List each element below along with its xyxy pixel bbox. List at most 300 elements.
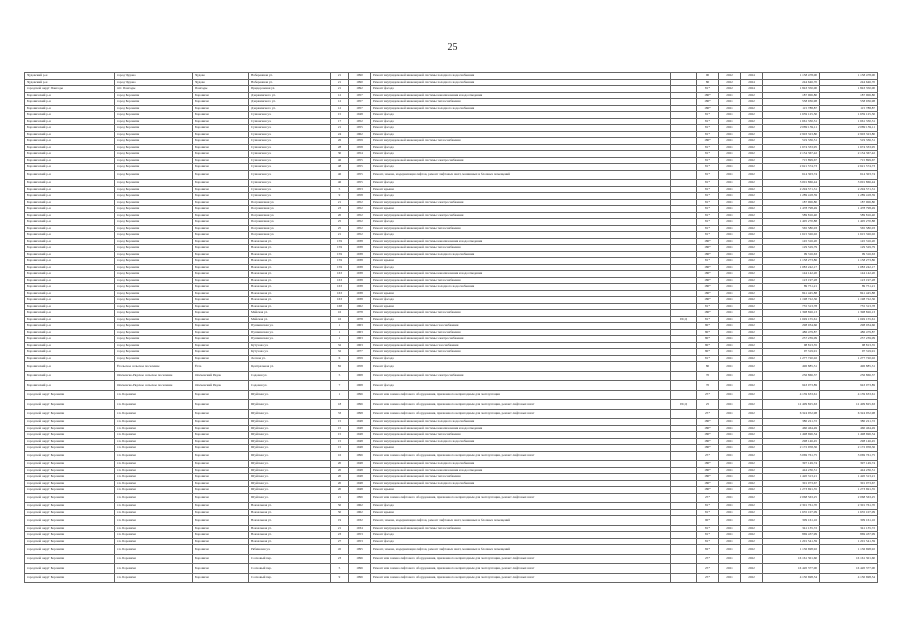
house-number-cell: 23 [331,532,349,539]
cost-cell: 565 580,03 [763,225,820,232]
work-type-cell: Ремонт внутридомовой инженерной системы электроснабжения [371,199,671,206]
cost-cell: 1 398 826,13 [763,310,820,317]
cost-cell: 1 635 107,09 [763,509,820,516]
work-type-cell: Ремонт фасада [371,125,671,132]
end-year-cell: 2022 [741,390,763,400]
end-year-cell: 2022 [741,131,763,138]
end-year-cell: 2022 [741,164,763,171]
end-year-cell: 2022 [741,329,763,336]
end-year-cell: 2022 [741,371,763,381]
total-cost-cell: 519 336,51 [820,138,878,145]
municipality-cell: город Боровичи [115,290,193,297]
municipality-cell: город Боровичи [115,138,193,145]
house-number-cell: 21 [331,199,349,206]
cost-cell: 16 161 301,60 [763,554,820,564]
settlement-cell: Боровичи [193,170,249,180]
cost-cell: 841 445,88 [763,290,820,297]
work-type-cell: Ремонт фасада [371,219,671,226]
settlement-cell: Боровичи [193,157,249,164]
municipality-cell: г.п. Боровичи [115,573,193,583]
total-cost-cell: 841 445,88 [820,290,878,297]
district-cell: Чудовский р-н [25,79,115,86]
house-number-cell: 20 [331,487,349,494]
street-cell: Дзержинского ул. [249,99,331,106]
settlement-cell: Боровичи [193,316,249,323]
total-cost-cell: 1 498 696,54 [820,432,878,439]
end-year-cell: 2022 [741,151,763,158]
house-number-cell: 30 [331,151,349,158]
table-row [25,362,878,372]
district-cell: Боровичский р-н [25,277,115,284]
year-built-cell: 1938 [349,264,371,271]
municipality-cell: г.п. Боровичи [115,532,193,539]
work-type-cell: Ремонт внутридомовой инженерной системы холодного водоснабжения [371,251,671,258]
house-number-cell: 23 [331,206,349,213]
settlement-cell: Боровичи [193,125,249,132]
total-cost-cell: 2 294 571,31 [820,186,878,193]
wear-cell: 70 [697,381,719,391]
house-number-cell: 1 [331,323,349,330]
municipality-cell: город Боровичи [115,212,193,219]
house-number-cell: 28 [331,144,349,151]
settlement-cell: Боровичи [193,503,249,510]
psd-cell [671,381,697,391]
settlement-cell: Боровичи [193,425,249,432]
start-year-cell: 2021 [719,284,741,291]
end-year-cell: 2022 [741,206,763,213]
wear-cell: 81* [697,164,719,171]
year-built-cell: 1948 [349,432,371,439]
psd-cell [671,451,697,461]
house-number-cell: 33 [331,409,349,419]
cost-cell: 115 788,87 [763,105,820,112]
district-cell: Боровичский р-н [25,297,115,304]
settlement-cell: Боровичи [193,164,249,171]
year-built-cell: 1952 [349,232,371,239]
house-number-cell: 12 [331,105,349,112]
municipality-cell: город Боровичи [115,170,193,180]
total-cost-cell: 298 146,45 [820,438,878,445]
wear-cell: 81* [697,86,719,93]
end-year-cell: 2022 [741,186,763,193]
street-cell: Шуйская ул. [249,432,331,439]
start-year-cell: 2021 [719,516,741,526]
psd-cell [671,493,697,503]
start-year-cell: 2021 [719,251,741,258]
total-cost-cell: 2 154 367,42 [820,151,878,158]
wear-cell: 180* [697,271,719,278]
wear-cell: 81* [697,186,719,193]
end-year-cell: 2022 [741,138,763,145]
total-cost-cell: 444 236,51 [820,467,878,474]
total-cost-cell: 1 083 242,17 [820,264,878,271]
district-cell: Боровичский р-н [25,131,115,138]
total-cost-cell: 115 788,87 [820,105,878,112]
district-cell: Боровичский р-н [25,151,115,158]
end-year-cell: 2022 [741,193,763,200]
start-year-cell: 2021 [719,438,741,445]
start-year-cell: 2021 [719,138,741,145]
year-built-cell: 1948 [349,425,371,432]
year-built-cell: 1995 [349,545,371,555]
settlement-cell: Боровичи [193,303,249,310]
street-cell: Сосновый пер. [249,573,331,583]
district-cell: Боровичский р-н [25,164,115,171]
house-number-cell: 46 [331,170,349,180]
work-type-cell: Ремонт внутридомовой инженерной системы теплоснабжения [371,432,671,439]
street-cell: Пограничная ул. [249,232,331,239]
street-cell: Шуйская ул. [249,480,331,487]
wear-cell: 81* [697,219,719,226]
district-cell: Боровичский р-н [25,212,115,219]
house-number-cell: 50 [331,509,349,516]
end-year-cell: 2022 [741,493,763,503]
street-cell: Сушанская ул. [249,157,331,164]
year-built-cell: 1978 [349,310,371,317]
start-year-cell: 2021 [719,323,741,330]
start-year-cell: 2021 [719,349,741,356]
district-cell: городской округ Боровичи [25,419,115,426]
street-cell: Пушкинская ул. [249,323,331,330]
cost-cell: 1 674 333,95 [763,144,820,151]
district-cell: Боровичский р-н [25,271,115,278]
cost-cell: 1 049 155,61 [763,316,820,323]
end-year-cell: 2022 [741,409,763,419]
work-type-cell: Ремонт, замена, модернизация лифтов, ремонт лифтовых шахт, машинных и блочных помещений [371,545,671,555]
start-year-cell: 2021 [719,467,741,474]
street-cell: Дзержинского ул. [249,105,331,112]
settlement-cell: Боровичи [193,538,249,545]
street-cell: Пограничная ул. [249,206,331,213]
municipality-cell: г.п. Боровичи [115,493,193,503]
end-year-cell: 2022 [741,525,763,532]
cost-cell: 1 083 242,17 [763,264,820,271]
street-cell: Лесная ул. [249,355,331,362]
wear-cell: 180* [697,310,719,317]
work-type-cell: Ремонт внутридомовой инженерной системы теплоснабжения [371,277,671,284]
house-number-cell: 15 [331,112,349,119]
settlement-cell: Боровичи [193,131,249,138]
cost-cell: 2 621 574,73 [763,164,820,171]
year-built-cell: 1938 [349,258,371,265]
wear-cell: 25* [697,564,719,574]
year-built-cell: 1948 [349,487,371,494]
total-cost-cell: 256 866,37 [820,371,878,381]
year-built-cell: 1953 [349,532,371,539]
work-type-cell: Ремонт крыши [371,258,671,265]
cost-cell: 2 068 563,25 [763,493,820,503]
work-type-cell: Ремонт крыши [371,445,671,452]
municipality-cell: город Боровичи [115,355,193,362]
municipality-cell: город Боровичи [115,105,193,112]
settlement-cell: Боровичи [193,400,249,410]
street-cell: Вокзальная ул. [249,277,331,284]
work-type-cell: Ремонт внутридомовой инженерной системы теплоснабжения [371,99,671,106]
end-year-cell: 2022 [741,400,763,410]
cost-cell: 1 289 418,59 [763,193,820,200]
cost-cell: 309 161,16 [763,516,820,526]
start-year-cell: 2022 [719,86,741,93]
start-year-cell: 2021 [719,409,741,419]
work-type-cell: Ремонт фасада [371,118,671,125]
district-cell: Боровичский р-н [25,336,115,343]
end-year-cell: 2022 [741,461,763,468]
cost-cell: 2 294 571,31 [763,186,820,193]
wear-cell: 180* [697,92,719,99]
end-year-cell: 2022 [741,487,763,494]
start-year-cell: 2021 [719,151,741,158]
settlement-cell: Боровичи [193,193,249,200]
district-cell: Боровичский р-н [25,180,115,187]
cost-cell: 519 336,51 [763,138,820,145]
total-cost-cell: 97 319,91 [820,349,878,356]
total-cost-cell: 869 437,99 [820,532,878,539]
year-built-cell: 1962 [349,503,371,510]
settlement-cell: Боровичи [193,564,249,574]
settlement-cell: Боровичи [193,310,249,317]
district-cell: городской округ Боровичи [25,564,115,574]
street-cell: Вокзальная ул. [249,532,331,539]
street-cell: Вокзальная ул. [249,290,331,297]
total-cost-cell: 4 150 698,54 [820,573,878,583]
house-number-cell: 168 [331,303,349,310]
year-built-cell: 1968 [349,371,371,381]
wear-cell: 180* [697,480,719,487]
district-cell: городской округ Боровичи [25,390,115,400]
work-type-cell: Ремонт фасада [371,180,671,187]
end-year-cell: 2022 [741,232,763,239]
cost-cell: 4 139 633,61 [763,390,820,400]
street-cell: Шуйская ул. [249,419,331,426]
year-built-cell: 1977 [349,349,371,356]
end-year-cell: 2022 [741,225,763,232]
street-cell: Вокзальная ул. [249,538,331,545]
house-number-cell: 19 [331,516,349,526]
district-cell: Боровичский р-н [25,118,115,125]
work-type-cell: Ремонт фасада [371,316,671,323]
work-type-cell: Ремонт внутридомовой инженерной системы газоснабжения [371,323,671,330]
district-cell: городской округ Боровичи [25,438,115,445]
wear-cell: 25* [697,493,719,503]
wear-cell: 81* [697,180,719,187]
cost-cell: 715 899,67 [763,157,820,164]
municipality-cell: город Боровичи [115,164,193,171]
start-year-cell: 2021 [719,461,741,468]
work-type-cell: Ремонт внутридомовой инженерной системы электроснабжения [371,212,671,219]
year-built-cell: 1959 [349,138,371,145]
district-cell: городской округ Боровичи [25,532,115,539]
year-built-cell: 1954 [349,151,371,158]
district-cell: Боровичский р-н [25,219,115,226]
wear-cell: 180* [697,138,719,145]
house-number-cell: 1 [331,390,349,400]
end-year-cell: 2022 [741,212,763,219]
settlement-cell: Боровичи [193,112,249,119]
end-year-cell: 2022 [741,258,763,265]
start-year-cell: 2021 [719,225,741,232]
district-cell: городской округ Пангоды [25,86,115,93]
start-year-cell: 2021 [719,199,741,206]
settlement-cell: Боровичи [193,329,249,336]
cost-cell: 1 843 350,00 [763,86,820,93]
year-built-cell: 1948 [349,445,371,452]
house-number-cell: 15 [331,438,349,445]
total-cost-cell: 1 478 798,49 [820,206,878,213]
street-cell: Рябиновая ул. [249,545,331,555]
wear-cell: 80* [697,329,719,336]
start-year-cell: 2021 [719,99,741,106]
house-number-cell: 20 [331,474,349,481]
settlement-cell: Ёгла [193,362,249,372]
total-cost-cell: 129 529,79 [820,245,878,252]
year-built-cell: 1998 [349,409,371,419]
district-cell: Боровичский р-н [25,238,115,245]
street-cell: Садовая ул. [249,381,331,391]
year-built-cell: 1962 [349,509,371,516]
total-cost-cell: 99 316,63 [820,251,878,258]
cost-cell: 1 661 330,31 [763,118,820,125]
end-year-cell: 2022 [741,284,763,291]
street-cell: Сушанская ул. [249,164,331,171]
cost-cell: 397 149,74 [763,461,820,468]
wear-cell: 25* [697,554,719,564]
year-built-cell: 1952 [349,225,371,232]
wear-cell: 25* [697,573,719,583]
end-year-cell: 2022 [741,545,763,555]
wear-cell: 25* [697,409,719,419]
house-number-cell: 25 [331,219,349,226]
street-cell: Сушанская ул. [249,125,331,132]
work-type-cell: Ремонт внутридомовой инженерной системы канализования и водоотведения [371,238,671,245]
work-type-cell: Ремонт внутридомовой инженерной системы теплоснабжения [371,225,671,232]
cost-cell: 6 324 952,98 [763,409,820,419]
cost-cell: 298 034,66 [763,323,820,330]
total-cost-cell: 589 816,40 [820,212,878,219]
year-built-cell: 1968 [349,381,371,391]
psd-cell [671,390,697,400]
wear-cell: 81* [697,144,719,151]
house-number-cell: 159 [331,238,349,245]
cost-cell: 589 816,40 [763,212,820,219]
house-number-cell: 163 [331,271,349,278]
start-year-cell: 2021 [719,125,741,132]
municipality-cell: город Чудово [115,73,193,80]
table-row [25,371,878,381]
end-year-cell: 2022 [741,105,763,112]
start-year-cell: 2021 [719,232,741,239]
street-cell: Пограничная ул. [249,212,331,219]
street-cell: Пушкинская ул. [249,336,331,343]
wear-cell: 180* [697,284,719,291]
municipality-cell: г.п. Боровичи [115,525,193,532]
work-type-cell: Ремонт внутридомовой инженерной системы холодного водоснабжения [371,105,671,112]
municipality-cell: город Боровичи [115,118,193,125]
municipality-cell: г.п. Боровичи [115,538,193,545]
house-number-cell: 48 [331,164,349,171]
total-cost-cell: 1 277 720,02 [820,355,878,362]
end-year-cell: 2022 [741,180,763,187]
wear-cell: 25* [697,390,719,400]
wear-cell: 81* [697,232,719,239]
start-year-cell: 2021 [719,258,741,265]
municipality-cell: город Боровичи [115,323,193,330]
start-year-cell: 2021 [719,310,741,317]
wear-cell: 81* [697,532,719,539]
settlement-cell: Боровичи [193,138,249,145]
table-row [25,554,878,564]
settlement-cell: Боровичи [193,509,249,516]
year-built-cell: 1938 [349,290,371,297]
end-year-cell: 2022 [741,290,763,297]
work-type-cell: Ремонт фасада [371,164,671,171]
table-body [25,73,878,583]
cost-cell: 755 313,78 [763,303,820,310]
municipality-cell: г.п. Боровичи [115,503,193,510]
work-type-cell: Ремонт или замена лифтового оборудования, признанного непригодным для эксплуатации [371,390,671,400]
table-row [25,381,878,391]
start-year-cell: 2021 [719,180,741,187]
start-year-cell: 2021 [719,271,741,278]
start-year-cell: 2021 [719,355,741,362]
street-cell: Сушанская ул. [249,193,331,200]
work-type-cell: Ремонт внутридомовой инженерной системы канализования и водоотведения [371,92,671,99]
wear-cell: 81* [697,316,719,323]
settlement-cell: Чудово [193,79,249,86]
street-cell: Сушанская ул. [249,180,331,187]
municipality-cell: г.п. Боровичи [115,400,193,410]
cost-cell: 341 135,72 [763,525,820,532]
house-number-cell: 25 [331,225,349,232]
psd-cell [671,573,697,583]
cost-cell: 1 615 326,02 [763,232,820,239]
year-built-cell: 1938 [349,277,371,284]
settlement-cell: Боровичи [193,516,249,526]
work-type-cell: Ремонт внутридомовой инженерной системы холодного водоснабжения [371,419,671,426]
settlement-cell: Боровичи [193,409,249,419]
cost-cell: 89 751,21 [763,284,820,291]
house-number-cell: 15 [331,425,349,432]
district-cell: городской округ Боровичи [25,487,115,494]
work-type-cell: Ремонт или замена лифтового оборудования, признанного непригодным для эксплуатации, ремонт лифтовых шахт [371,554,671,564]
wear-cell: 81* [697,193,719,200]
total-cost-cell: 2 068 563,25 [820,493,878,503]
year-built-cell: 1978 [349,316,371,323]
work-type-cell: Ремонт крыши [371,186,671,193]
work-type-cell: Ремонт внутридомовой инженерной системы электроснабжения [371,371,671,381]
municipality-cell: г.п. Боровичи [115,425,193,432]
total-cost-cell: 301 073,67 [820,480,878,487]
total-cost-cell: 1 158 273,86 [820,258,878,265]
wear-cell: 180* [697,438,719,445]
street-cell: Кутузова ул. [249,349,331,356]
wear-cell: 180* [697,419,719,426]
settlement-cell: Боровичи [193,199,249,206]
start-year-cell: 2021 [719,245,741,252]
settlement-cell: Боровичи [193,525,249,532]
work-type-cell: Ремонт или замена лифтового оборудования, признанного непригодным для эксплуатации, ремонт лифтовых шахт [371,564,671,574]
district-cell: Боровичский р-н [25,258,115,265]
start-year-cell: 2021 [719,432,741,439]
cost-cell: 496 885,31 [763,362,820,372]
street-cell: Шуйская ул. [249,409,331,419]
wear-cell: 180* [697,290,719,297]
settlement-cell: Боровичи [193,206,249,213]
end-year-cell: 2022 [741,316,763,323]
psd-cell [671,170,697,180]
end-year-cell: 2022 [741,554,763,564]
start-year-cell: 2021 [719,554,741,564]
work-type-cell: Ремонт фасада [371,362,671,372]
